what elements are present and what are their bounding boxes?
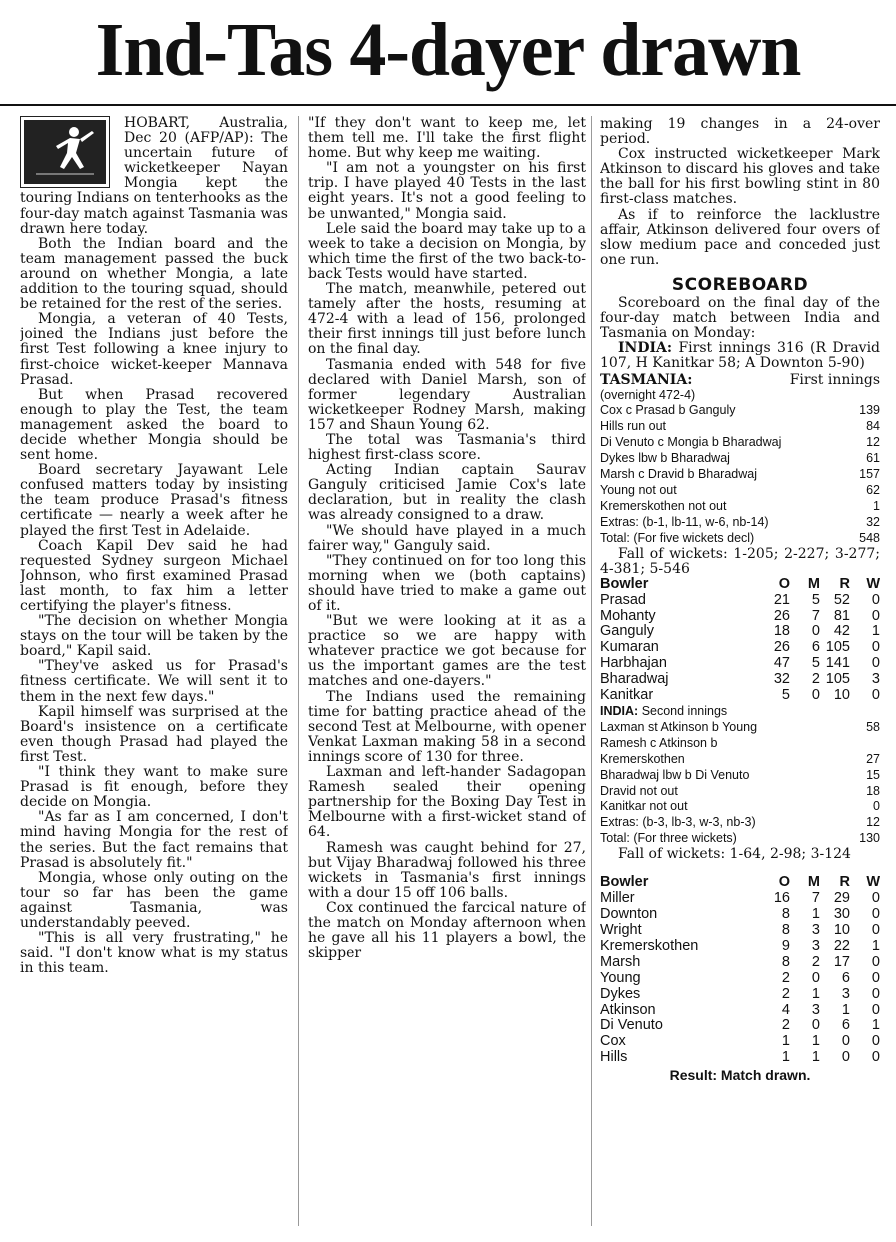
bowling-figure: 42 — [833, 623, 850, 640]
tasmania-batting-row — [600, 451, 880, 467]
paragraph-text: The match, meanwhile, petered out tamely after the hosts, resuming at 472-4 with a lead of 156, prolonged their first innings till just before lunch on the final day. — [308, 281, 586, 358]
runs-value: 130 — [859, 831, 880, 846]
bowling-figure: 1 — [781, 1033, 790, 1050]
bowling-column-header: M — [807, 575, 820, 592]
article-paragraph — [20, 931, 288, 976]
runs-value: 58 — [866, 719, 880, 734]
paragraph-text: "We should have played in a much fairer way," Ganguly said. — [308, 522, 586, 554]
bowling-figure: 47 — [773, 655, 790, 672]
batsman-entry: Young not out — [600, 482, 677, 497]
bowling-figure: 0 — [871, 906, 880, 923]
article-paragraph — [308, 161, 586, 221]
tasmania-bowling-row — [600, 1003, 880, 1019]
tasmania-batting-row — [600, 403, 880, 419]
paragraph-text: But when Prasad recovered enough to play the Test, the team management asked the board to decide whether Mongia should be sent home. — [20, 386, 288, 464]
bowling-figure: 1 — [871, 937, 880, 954]
india-batting-row — [600, 720, 880, 736]
article-paragraph — [308, 463, 586, 523]
runs-value: 12 — [866, 435, 880, 450]
india-second-innings-text: Second innings — [641, 704, 728, 718]
paragraph-text: Ramesh was caught behind for 27, but Vijay Bharadwaj followed his three wickets in Tasmania's first innings with a dour 15 off 106 balls. — [308, 839, 586, 901]
bowling-figure: 1 — [811, 906, 820, 923]
paragraph-text: Laxman and left-hander Sadagopan Ramesh sealed their opening partnership for the Boxing Day Test in Melbourne with a first-wicket stand of 64. — [308, 764, 586, 841]
bowling-figure: 141 — [825, 655, 850, 672]
paragraph-text: "They've asked us for Prasad's fitness certificate. We will sent it to them in the next few days." — [20, 658, 288, 705]
india-first-innings — [600, 341, 880, 371]
bowling-column-header: W — [866, 575, 880, 592]
india-batting-row — [600, 768, 880, 784]
india-second-innings-heading — [600, 704, 880, 720]
paragraph-text: "As far as I am concerned, I don't mind having Mongia for the rest of the series. But the fact remains that Prasad is absolutely fit." — [20, 809, 288, 871]
india-bowling-header — [600, 577, 880, 593]
india-batting-row — [600, 752, 880, 768]
bowling-figure: 6 — [811, 639, 820, 656]
india-batting-row — [600, 831, 880, 847]
paragraph-text: Mongia, a veteran of 40 Tests, joined the Indians just before the first Test following a knee injury to first-choice wicket-keeper Mannava Prasad. — [20, 311, 288, 388]
bowler-name: Harbhajan — [600, 655, 667, 672]
india-bowling-row — [600, 640, 880, 656]
tasmania-batting-row — [600, 483, 880, 499]
bowler-name: Kumaran — [600, 639, 659, 656]
batsman-entry: Laxman st Atkinson b Young — [600, 719, 758, 734]
bowling-figure: 1 — [811, 985, 820, 1002]
bowler-name: Miller — [600, 890, 635, 907]
bowling-figure: 16 — [773, 890, 790, 907]
bowling-figure: 0 — [871, 890, 880, 907]
bowling-figure: 5 — [811, 591, 820, 608]
article-paragraph — [308, 222, 586, 282]
bowling-figure: 0 — [811, 969, 820, 986]
bowling-figure: 105 — [825, 671, 850, 688]
article-paragraph — [20, 705, 288, 765]
india-bowling-row — [600, 656, 880, 672]
article-paragraph — [20, 810, 288, 870]
batsman-entry: Kremerskothen not out — [600, 498, 727, 513]
paragraph-text: As if to reinforce the lacklustre affair, Atkinson delivered four overs of slow medium pace and conceded just one run. — [600, 206, 880, 268]
runs-value: 1 — [873, 498, 880, 513]
bowling-figure: 3 — [811, 1001, 820, 1018]
tasmania-bowling-row — [600, 971, 880, 987]
bowling-figure: 0 — [871, 591, 880, 608]
bowling-figure: 5 — [781, 687, 790, 704]
article-paragraph — [308, 765, 586, 840]
article-body-col1 — [20, 116, 288, 976]
article-paragraph — [20, 871, 288, 931]
batsman-entry: Dravid not out — [600, 783, 678, 798]
bowling-figure: 0 — [871, 969, 880, 986]
runs-value: 12 — [866, 815, 880, 830]
paragraph-text: "I am not a youngster on his first trip. I have played 40 Tests in the last eight years. It's not a good feeling to be unwanted," Mongia said. — [308, 160, 586, 222]
bowling-figure: 6 — [841, 969, 850, 986]
article-column-2 — [308, 116, 586, 1232]
runs-value: 61 — [866, 451, 880, 466]
india-bowling-row — [600, 688, 880, 704]
sports-logo — [20, 116, 110, 188]
article-column-3 — [600, 117, 880, 1233]
paragraph-text: "The decision on whether Mongia stays on the tour will be taken by the board," Kapil said. — [20, 613, 288, 660]
paragraph-text: "They continued on for too long this morning when we (both captains) should have tried to make a game out of it. — [308, 552, 586, 614]
bowling-figure: 3 — [871, 671, 880, 688]
runs-value: 27 — [866, 751, 880, 766]
india-bowling-row — [600, 672, 880, 688]
tasmania-bowling-header — [600, 875, 880, 891]
paragraph-text: "But we were looking at it as a practice so we are happy with whatever practice we got because for us the important games are the test matches and one-dayers." — [308, 613, 586, 690]
bowling-figure: 32 — [773, 671, 790, 688]
bowling-figure: 5 — [811, 655, 820, 672]
article-body-col3 — [600, 117, 880, 268]
india-bowling-row — [600, 593, 880, 609]
tasmania-bowling-row — [600, 1018, 880, 1034]
article-paragraph — [20, 312, 288, 387]
paragraph-text: Acting Indian captain Saurav Ganguly criticised Jamie Cox's late declaration, but in reality the clash was already consigned to a draw. — [308, 462, 586, 524]
india-label-2: INDIA: — [600, 704, 639, 718]
tasmania-batting-row — [600, 499, 880, 515]
bowling-figure: 3 — [811, 921, 820, 938]
india-batting-row — [600, 736, 880, 752]
tasmania-batting-row — [600, 515, 880, 531]
bowling-figure: 2 — [781, 985, 790, 1002]
bowler-name: Prasad — [600, 591, 646, 608]
india-batting-row — [600, 815, 880, 831]
bowling-figure: 1 — [811, 1049, 820, 1066]
batsman-entry: Extras: (b-3, lb-3, w-3, nb-3) — [600, 815, 756, 830]
bowling-figure: 1 — [841, 1001, 850, 1018]
bowling-figure: 0 — [871, 1049, 880, 1066]
paragraph-text: Both the Indian board and the team management passed the buck around on whether Mongia, a late addition to the touring squad, should be retained for the rest of the series. — [20, 235, 288, 313]
bowling-figure: 29 — [833, 890, 850, 907]
batsman-entry: Marsh c Dravid b Bharadwaj — [600, 467, 758, 482]
paragraph-text: Tasmania ended with 548 for five declared with Daniel Marsh, son of former legendary Australian wicketkeeper Rodney Marsh, making 157 and Shaun Young 62. — [308, 356, 586, 433]
bowling-figure: 0 — [841, 1049, 850, 1066]
paragraph-text: Cox instructed wicketkeeper Mark Atkinson to discard his gloves and take the ball for his first bowling stint in 80 first-class matches. — [600, 146, 880, 208]
paragraph-text: Board secretary Jayawant Lele confused matters today by insisting the team produce Prasad's fitness certificate — nearly a week after he played the first Test in Adelaide. — [20, 462, 288, 539]
runs-value: 32 — [866, 514, 880, 529]
batsman-entry: Di Venuto c Mongia b Bharadwaj — [600, 435, 782, 450]
india-batting-row — [600, 784, 880, 800]
tasmania-fall-of-wickets: Fall of wickets: 1-205; 2-227; 3-277; 4-381; 5-546 — [600, 545, 880, 577]
bowling-figure: 7 — [811, 890, 820, 907]
paragraph-text: Kapil himself was surprised at the Board's insistence on a certificate even though Prasad had played the first Test. — [20, 703, 288, 765]
bowling-figure: 30 — [833, 906, 850, 923]
bowling-figure: 0 — [871, 953, 880, 970]
article-paragraph — [20, 388, 288, 463]
tasmania-bowling-row — [600, 923, 880, 939]
india-bowling-table — [600, 577, 880, 704]
bowling-figure: 0 — [871, 655, 880, 672]
tasmania-overnight: (overnight 472-4) — [600, 387, 696, 402]
bowling-figure: 7 — [811, 607, 820, 624]
bowler-name: Ganguly — [600, 623, 655, 640]
bowling-figure: 10 — [833, 921, 850, 938]
headline: Ind-Tas 4-dayer drawn — [95, 8, 801, 92]
bowling-figure: 0 — [871, 1001, 880, 1018]
bowling-figure: 0 — [811, 687, 820, 704]
bowling-figure: 81 — [833, 607, 850, 624]
bowling-figure: 0 — [871, 921, 880, 938]
tasmania-label: TASMANIA: — [600, 371, 693, 388]
bowling-figure: 2 — [811, 953, 820, 970]
bowling-column-header: O — [778, 874, 790, 891]
article-paragraph — [308, 841, 586, 901]
article-paragraph — [600, 208, 880, 268]
runs-value: 84 — [866, 419, 880, 434]
batsman-entry: Hills run out — [600, 419, 666, 434]
bowling-figure: 2 — [781, 969, 790, 986]
article-paragraph — [600, 147, 880, 207]
bowling-figure: 26 — [773, 607, 790, 624]
bowler-name: Bharadwaj — [600, 671, 669, 688]
tasmania-batting-row — [600, 531, 880, 547]
article-paragraph — [308, 358, 586, 433]
bowling-figure: 0 — [871, 639, 880, 656]
article-paragraph — [20, 539, 288, 614]
tasmania-innings-type: First innings — [789, 371, 880, 388]
paragraph-text: "This is all very frustrating," he said. "I don't know what is my status in this team. — [20, 930, 288, 977]
india-first-innings-text: First innings 316 (R Dravid 107, H Kanitkar 58; A Downton 5-90) — [600, 340, 880, 372]
bowler-name: Atkinson — [600, 1001, 656, 1018]
bowling-figure: 1 — [871, 623, 880, 640]
tasmania-batting-row — [600, 419, 880, 435]
dateline: HOBART, Australia, Dec 20 (AFP/AP): — [124, 116, 288, 147]
bowler-name: Kremerskothen — [600, 937, 699, 954]
tasmania-bowling-row — [600, 891, 880, 907]
bowler-name: Wright — [600, 921, 642, 938]
bowling-figure: 0 — [841, 1033, 850, 1050]
bowling-figure: 0 — [811, 1017, 820, 1034]
india-batting-list — [600, 720, 880, 847]
paragraph-text: Cox continued the farcical nature of the match on Monday afternoon when he gave all his 11 players a bowl, the skipper — [308, 899, 586, 962]
runs-value: 0 — [873, 799, 880, 814]
paragraph-text: "If they don't want to keep me, let them tell me. I'll take the first flight home. But why keep me waiting. — [308, 116, 586, 162]
bowling-figure: 22 — [833, 937, 850, 954]
india-bowling-row — [600, 609, 880, 625]
bowling-figure: 9 — [781, 937, 790, 954]
paragraph-text: Lele said the board may take up to a week to take a decision on Mongia, by which time the first of the two back-to-back Tests would have started. — [308, 220, 586, 282]
article-paragraph — [308, 433, 586, 463]
batsman-entry: Dykes lbw b Bharadwaj — [600, 451, 730, 466]
bowling-figure: 0 — [871, 1033, 880, 1050]
bowling-figure: 8 — [781, 921, 790, 938]
bowling-figure: 2 — [811, 671, 820, 688]
bowler-name: Hills — [600, 1049, 628, 1066]
article-paragraph — [308, 614, 586, 689]
scoreboard-heading: SCOREBOARD — [671, 274, 809, 295]
batsman-entry: Total: (For five wickets decl) — [600, 530, 755, 545]
bowling-column-header: Bowler — [600, 575, 649, 592]
bowling-figure: 17 — [833, 953, 850, 970]
bowling-figure: 18 — [773, 623, 790, 640]
batsman-entry: Kremerskothen — [600, 751, 685, 766]
bowling-figure: 10 — [833, 687, 850, 704]
paragraph-text: The total was Tasmania's third highest first-class score. — [308, 431, 586, 464]
tasmania-bowling-row — [600, 939, 880, 955]
bowling-figure: 0 — [871, 607, 880, 624]
article-paragraph — [600, 117, 880, 147]
article-paragraph — [308, 116, 586, 161]
tasmania-innings-heading — [600, 372, 880, 388]
bowling-figure: 4 — [781, 1001, 790, 1018]
runs-value: 18 — [866, 783, 880, 798]
bowling-column-header: R — [839, 874, 850, 891]
tasmania-bowling-table — [600, 875, 880, 1066]
batsman-entry: Kanitkar not out — [600, 799, 688, 814]
article-column-1 — [20, 116, 288, 1232]
article-paragraph — [20, 463, 288, 538]
bowling-figure: 1 — [811, 1033, 820, 1050]
bowling-figure: 52 — [833, 591, 850, 608]
paragraph-text: Coach Kapil Dev said he had requested Sydney surgeon Michael Johnson, who first examined Prasad last month, to fax him a letter certifying the player's fitness. — [20, 537, 288, 614]
bowling-figure: 8 — [781, 906, 790, 923]
column-divider — [591, 116, 592, 1226]
article-paragraph — [308, 901, 586, 961]
paragraph-text: The Indians used the remaining time for batting practice ahead of the second Test at Melbourne, with opener Venkat Laxman making 58 in a second innings score of 130 for three. — [308, 688, 586, 765]
bowling-figure: 0 — [871, 985, 880, 1002]
bowling-figure: 0 — [811, 623, 820, 640]
runs-value: 62 — [866, 482, 880, 497]
paragraph-text: The uncertain future of wicketkeeper Nayan Mongia kept the touring Indians on tenterhooks as the four-day match against Tasmania was drawn here today. — [20, 130, 288, 237]
bowling-figure: 0 — [871, 687, 880, 704]
bowling-figure: 105 — [825, 639, 850, 656]
article-paragraph — [308, 690, 586, 765]
bowling-figure: 2 — [781, 1017, 790, 1034]
bowling-figure: 1 — [871, 1017, 880, 1034]
bowling-figure: 21 — [773, 591, 790, 608]
tasmania-bowling-row — [600, 1050, 880, 1066]
bowler-name: Kanitkar — [600, 687, 654, 704]
bowler-name: Cox — [600, 1033, 626, 1050]
batsman-entry: Cox c Prasad b Ganguly — [600, 403, 736, 418]
bowling-figure: 3 — [811, 937, 820, 954]
article-paragraph — [20, 765, 288, 810]
tasmania-bowling-row — [600, 955, 880, 971]
bowler-name: Young — [600, 969, 641, 986]
tasmania-batting-list — [600, 403, 880, 546]
article-paragraph — [20, 614, 288, 659]
article-paragraph — [20, 237, 288, 312]
bowling-column-header: M — [807, 874, 820, 891]
bowling-column-header: R — [839, 575, 850, 592]
bowling-figure: 6 — [841, 1017, 850, 1034]
bowling-figure: 26 — [773, 639, 790, 656]
runs-value: 548 — [859, 530, 880, 545]
batsman-entry: Bharadwaj lbw b Di Venuto — [600, 767, 750, 782]
bowling-column-header: O — [778, 575, 790, 592]
paragraph-text: "I think they want to make sure Prasad is fit enough, before they decide on Mongia. — [20, 764, 288, 811]
batsman-entry: Extras: (b-1, lb-11, w-6, nb-14) — [600, 514, 769, 529]
runs-value: 15 — [866, 767, 880, 782]
runs-value: 157 — [859, 467, 880, 482]
article-paragraph — [308, 554, 586, 614]
bowling-figure: 3 — [841, 985, 850, 1002]
paragraph-text: making 19 changes in a 24-over period. — [600, 117, 880, 148]
tasmania-batting-row — [600, 435, 880, 451]
article-paragraph — [20, 659, 288, 704]
bowler-name: Mohanty — [600, 607, 656, 624]
bowling-column-header: Bowler — [600, 874, 649, 891]
india-fall-of-wickets: Fall of wickets: 1-64, 2-98; 3-124 — [618, 846, 851, 863]
bowler-name: Downton — [600, 906, 658, 923]
india-label: INDIA: — [618, 340, 673, 357]
runs-value: 139 — [859, 403, 880, 418]
cricketer-silhouette-icon — [30, 123, 100, 181]
article-body-col2 — [308, 116, 586, 961]
bowling-figure: 1 — [781, 1049, 790, 1066]
tasmania-bowling-row — [600, 987, 880, 1003]
match-result: Result: Match drawn. — [669, 1067, 811, 1084]
column-divider — [298, 116, 299, 1226]
batsman-entry: Ramesh c Atkinson b — [600, 735, 718, 750]
bowler-name: Marsh — [600, 953, 641, 970]
bowler-name: Di Venuto — [600, 1017, 663, 1034]
bowling-figure: 8 — [781, 953, 790, 970]
batsman-entry: Total: (For three wickets) — [600, 831, 737, 846]
scoreboard-intro: Scoreboard on the final day of the four-day match between India and Tasmania on Monday: — [600, 295, 880, 342]
bowler-name: Dykes — [600, 985, 641, 1002]
tasmania-bowling-row — [600, 1034, 880, 1050]
article-paragraph — [308, 282, 586, 357]
tasmania-batting-row — [600, 467, 880, 483]
headline-rule — [0, 104, 896, 106]
paragraph-text: Mongia, whose only outing on the tour so far has been the game against Tasmania, was understandably peeved. — [20, 869, 288, 931]
article-paragraph — [308, 524, 586, 554]
bowling-column-header: W — [866, 874, 880, 891]
india-bowling-row — [600, 624, 880, 640]
india-batting-row — [600, 799, 880, 815]
tasmania-bowling-row — [600, 907, 880, 923]
